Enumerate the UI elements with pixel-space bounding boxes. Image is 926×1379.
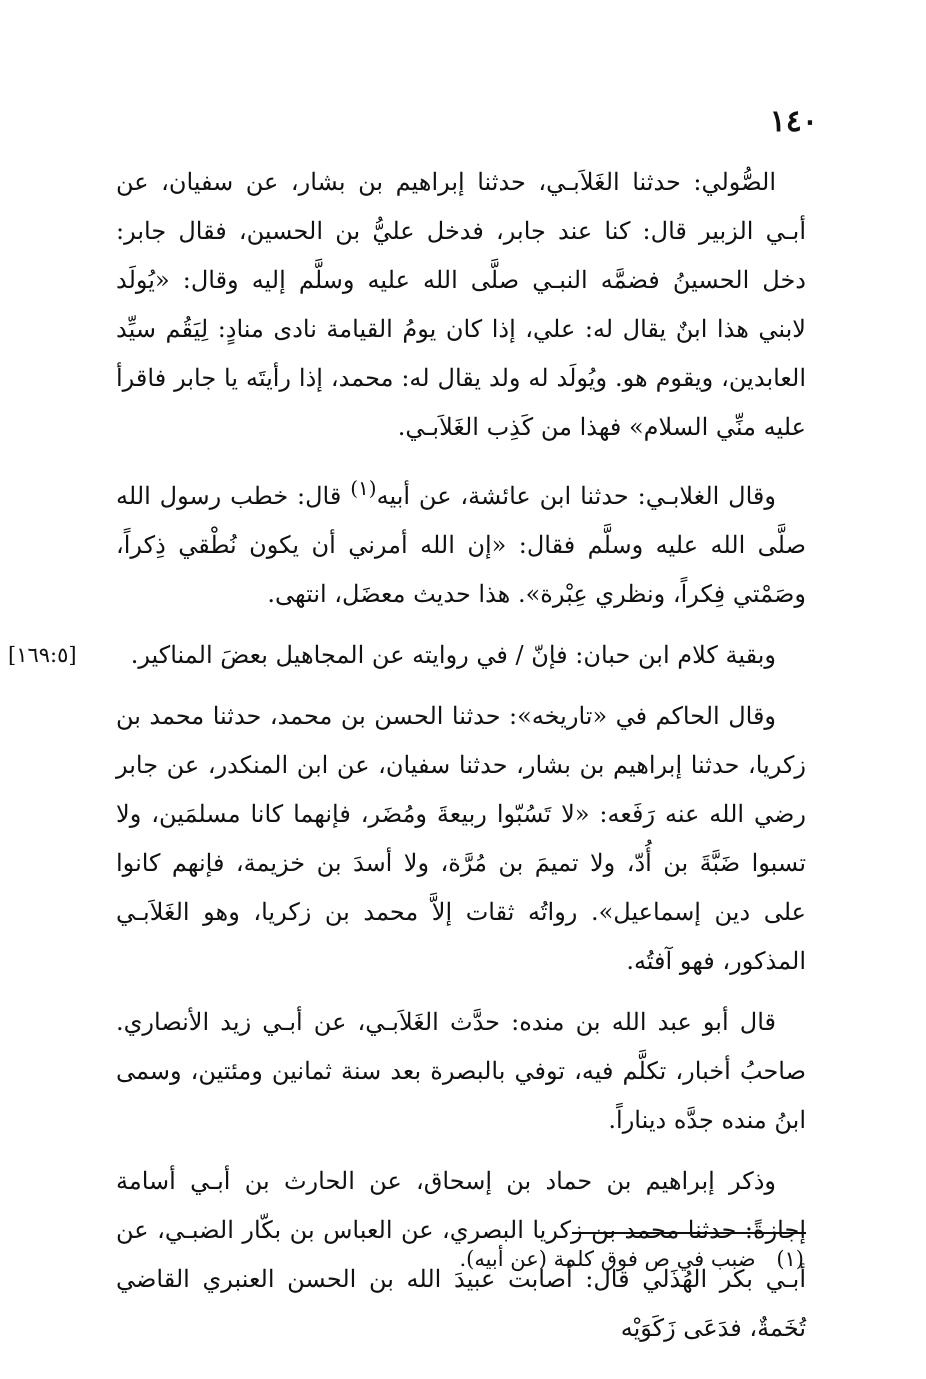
body-text <box>8 158 807 1365</box>
footnote-number: (١) <box>776 1247 804 1271</box>
paragraph-6: وذكر إبراهيم بن حماد بن إسحاق، عن الحارث بن أبـي أسامة إجازةً: حدثنا محمد بن زكريا البصري، عن العباس بن بكّار الضبـي، عن أبـي بكر الهُذَلي قال: أصابت عبيدَ الله بن الحسن العنبري القاضي تُخَمةٌ، فدَعَى زَكَوَيْه <box>116 1167 807 1342</box>
paragraph-3-row <box>8 631 806 680</box>
footnote-text: ضبب في ص فوق كلمة (عن أبيه). <box>459 1247 756 1271</box>
margin-reference: [١٦٩:٥] <box>8 643 77 667</box>
paragraph-2-text-after: قال: خطب رسول الله صلَّى الله عليه وسلَّم فقال: «إن الله أمرني أن يكون نُطْقي ذِكراً، وصَمْتي فِكراً، ونظري عِبْرة». هذا حديث معضَل، انتهى. <box>116 482 806 608</box>
page-number: ١٤٠ <box>769 104 818 139</box>
paragraph-3: وبقية كلام ابن حبان: فإنّ / في روايته عن المجاهيل بعضَ المناكير. <box>130 641 776 669</box>
paragraph-4: وقال الحاكم في «تاريخه»: حدثنا الحسن بن محمد، حدثنا محمد بن زكريا، حدثنا إبراهيم بن بشار، حدثنا سفيان، عن ابن المنكدر، عن جابر رضي الله عنه رَفَعه: «لا تَسُبّوا ربيعةَ ومُضَر، فإنهما كانا مسلمَين، ولا تسبوا ضَبَّةَ بن أُدّ، ولا تميمَ بن مُرَّة، ولا أسدَ بن خزيمة، فإنهم كانوا على دين إسماعيل». رواتُه ثقات إلاَّ محمد بن زكريا، وهو الغَلاَبـي المذكور، فهو آفتُه. <box>116 702 806 975</box>
footnote <box>459 1244 804 1274</box>
footnote-divider <box>572 1232 806 1234</box>
footnote-marker: (١) <box>350 476 377 500</box>
paragraph-2 <box>116 464 806 619</box>
paragraph-1: الصُّولي: حدثنا الغَلاَبـي، حدثنا إبراهيم بن بشار، عن سفيان، عن أبـي الزبير قال: كنا عند جابر، فدخل عليُّ بن الحسين، فقال جابر: دخل الحسينُ فضمَّه النبـي صلَّى الله عليه وسلَّم إليه وقال: «يُولَد لابني هذا ابنٌ يقال له: علي، إذا كان يومُ القيامة نادى منادٍ: لِيَقُم سيِّد العابدين، ويقوم هو. ويُولَد له ولد يقال له: محمد، إذا رأيتَه يا جابر فاقرأ عليه منِّي السلام» فهذا من كَذِب الغَلاَبـي. <box>116 168 806 441</box>
paragraph-2-text-before: وقال الغلابـي: حدثنا ابن عائشة، عن أبيه <box>376 482 776 510</box>
paragraph-5: قال أبو عبد الله بن منده: حدَّث الغَلاَبـي، عن أبـي زيد الأنصاري. صاحبُ أخبار، تكلَّم فيه، توفي بالبصرة بعد سنة ثمانين ومئتين، وسمى ابنُ منده جدَّه ديناراً. <box>116 1008 806 1134</box>
